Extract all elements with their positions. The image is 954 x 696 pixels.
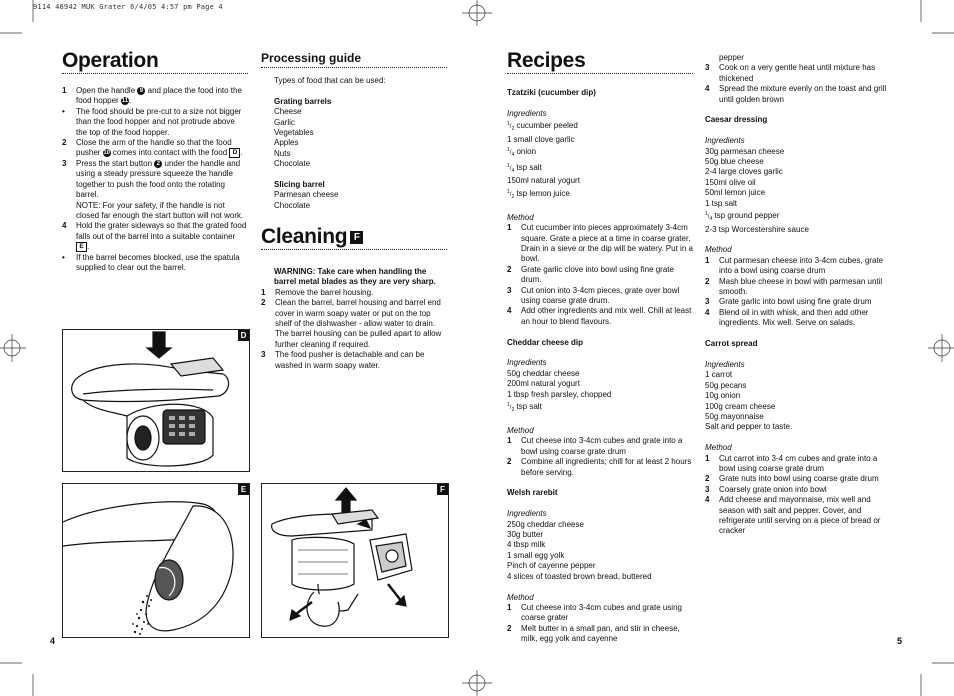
step-text-part: and place the food into the food hopper: [76, 86, 242, 106]
step-number: 4: [62, 221, 67, 231]
method-step: [705, 495, 891, 537]
step-text-part: Hold the grater sideways so that the grated food falls out of the barrel into a suitable container: [76, 221, 247, 241]
ingredient-item: 4 slices of toasted brown bread, buttered: [507, 571, 652, 581]
method-step: [705, 485, 891, 495]
step-text-part: under the handle and using a steady pressure squeeze the handle together to push the food onto the rotating barrel.: [76, 158, 241, 200]
step-number: 1: [507, 223, 512, 233]
figure-ref-badge: F: [350, 231, 363, 244]
step-number: 3: [705, 63, 710, 73]
method-step: [507, 436, 693, 457]
step-text: The food should be pre-cut to a size not bigger than the food hopper and not protrude above the top of the food hopper.: [76, 106, 242, 137]
ingredient-item: 30g butter: [507, 530, 544, 540]
fraction: $^1/_2$: [507, 188, 515, 200]
step-text: Melt butter in a small pan, and stir in cheese, milk, egg yolk and cayenne: [521, 623, 680, 644]
figure-e-label: E: [238, 484, 249, 495]
slicing-item: Chocolate: [274, 200, 311, 210]
step-text: Cut parmesan cheese into 3-4cm cubes, grate into a bowl using coarse drum: [719, 255, 884, 276]
step-text: Grate nuts into bowl using coarse grate drum: [719, 474, 879, 484]
step-text-part: Close the arm of the handle so that the food pusher: [76, 138, 232, 158]
method-label: Method: [507, 592, 534, 602]
method-step: [507, 624, 693, 645]
step-text: Coarsely grate onion into bowl: [719, 484, 827, 494]
step-number: 2: [507, 457, 512, 467]
figure-f: [261, 483, 449, 638]
page-number-left: 4: [50, 636, 56, 646]
ingredient-item: 50ml lemon juice: [705, 188, 766, 198]
step-text: Cut cheese into 3-4cm cubes and grate into a bowl using coarse grate drum: [521, 436, 683, 456]
step-text: pepper: [719, 53, 744, 62]
step-text: [76, 138, 248, 159]
step-number: •: [62, 252, 65, 262]
grater-disassembly-illustration: [262, 484, 448, 637]
step-text: Add cheese and mayonnaise, mix well and season with salt and pepper. Cover, and refrigerate until serving on a piece of bread or cracker: [719, 495, 881, 536]
figure-e: [62, 483, 250, 638]
step-text: Spread the mixture evenly on the toast and grill until golden brown: [719, 84, 887, 104]
step-number: 2: [507, 264, 512, 274]
method-step: [705, 308, 891, 329]
operation-step: [62, 221, 248, 252]
fraction: $^1/_2$: [507, 121, 515, 133]
step-text: [76, 159, 248, 201]
ingredient-item: 150ml natural yogurt: [507, 176, 580, 186]
step-text: NOTE: For your safety, if the handle is not closed far enough the start button will not work.: [76, 200, 244, 220]
step-number: 3: [62, 158, 67, 168]
ingredients-label: Ingredients: [507, 509, 547, 519]
registration-mark-left: [0, 334, 26, 362]
figure-ref-badge: E: [76, 242, 87, 252]
ingredient-item: $^1/_4$ tsp salt: [507, 162, 542, 174]
operation-heading: Operation: [62, 50, 248, 74]
ingredients-label: Ingredients: [705, 359, 745, 369]
step-text: Cut cucumber into pieces approximately 3-4cm square. Grate a piece at a time in coarse grater. Drain in a sieve or the dip will be watery. Put in a bowl.: [521, 223, 693, 264]
method-label: Method: [705, 443, 732, 453]
cleaning-step: [261, 288, 447, 298]
step-text: Blend oil in with whisk, and then add other ingredients. Mix well. Serve on salads.: [719, 307, 869, 328]
step-number: 4: [507, 306, 512, 316]
ingredient-item: 200ml natural yogurt: [507, 379, 580, 389]
processing-guide-section: [261, 52, 447, 211]
grating-item: Vegetables: [274, 128, 314, 138]
ingredient-item: 100g cream cheese: [705, 401, 776, 411]
registration-mark-right: [928, 334, 954, 362]
recipe-title-carrot: Carrot spread: [705, 339, 758, 349]
cleaning-steps: [261, 288, 447, 371]
ingredient-item: 10g onion: [705, 391, 741, 401]
recipes-heading: Recipes: [507, 50, 693, 74]
recipe-title-welsh: Welsh rarebit: [507, 488, 558, 498]
step-number: [705, 53, 719, 63]
step-number: 2: [705, 276, 710, 286]
operation-step: [62, 201, 248, 222]
ingredients-label: Ingredients: [705, 136, 745, 146]
method-label: Method: [507, 426, 534, 436]
ingredient-item: 50g blue cheese: [705, 157, 764, 167]
step-text: Add other ingredients and mix well. Chill at least an hour to blend flavours.: [521, 306, 692, 326]
ingredient-item: 50g cheddar cheese: [507, 368, 580, 378]
grating-barrels-heading: Grating barrels: [274, 96, 332, 106]
step-text: Mash blue cheese in bowl with parmesan until smooth.: [719, 276, 883, 297]
ingredient-item: 1 carrot: [705, 370, 733, 380]
ingredient-item: Pinch of cayenne pepper: [507, 561, 596, 571]
grater-closing-illustration: [63, 330, 249, 471]
slicing-barrel-heading: Slicing barrel: [274, 180, 325, 190]
figure-ref-badge: D: [229, 148, 240, 158]
registration-mark-top: [462, 0, 492, 26]
step-number: 1: [261, 287, 266, 297]
grating-item: Nuts: [274, 148, 291, 158]
step-number: •: [62, 106, 65, 116]
method-label: Method: [705, 245, 732, 255]
operation-step: [62, 107, 248, 138]
step-number: 3: [507, 285, 512, 295]
step-text: Cut onion into 3-4cm pieces, grate over bowl using coarse grate drum.: [521, 285, 680, 306]
operation-step: [62, 86, 248, 107]
fraction: $^1/_4$: [507, 162, 515, 174]
step-text-part: .: [128, 96, 132, 106]
step-text: If the barrel becomes blocked, use the spatula supplied to clear out the barrel.: [76, 252, 240, 273]
recipe-title-tzatziki: Tzatziki (cucumber dip): [507, 88, 596, 97]
step-text: Combine all ingredients; chill for at least 2 hours before serving.: [521, 457, 692, 477]
registration-mark-bottom: [462, 670, 492, 696]
method-step: [705, 474, 891, 484]
operation-section: [62, 50, 248, 274]
method-step: [705, 297, 891, 307]
down-arrow-icon: [147, 332, 171, 358]
method-label: Method: [507, 212, 534, 222]
method-step: [507, 286, 693, 307]
figure-f-label: F: [437, 484, 448, 495]
method-step: [705, 63, 891, 84]
part-number-badge: 9: [137, 87, 145, 95]
method-step: [507, 306, 693, 327]
step-number: [62, 201, 76, 222]
cleaning-warning: WARNING: Take care when handling the barrel metal blades as they are very sharp.: [274, 267, 436, 287]
ingredient-item: 2-4 large cloves garlic: [705, 167, 783, 177]
fraction: $^1/_2$: [507, 402, 515, 414]
step-text: The food pusher is detachable and can be washed in warm soapy water.: [275, 350, 425, 370]
ingredient-item: 250g cheddar cheese: [507, 519, 584, 529]
recipes-column-1: [507, 88, 693, 645]
ingredient-item: 1 tsp salt: [705, 198, 738, 208]
grating-item: Apples: [274, 138, 299, 148]
step-text-part: .: [240, 148, 243, 158]
ingredient-item: 30g parmesan cheese: [705, 146, 785, 156]
part-number-badge: 2: [154, 160, 162, 168]
step-text: [76, 86, 248, 107]
grater-sideways-illustration: [63, 484, 249, 637]
step-number: 4: [705, 307, 710, 317]
step-number: 1: [507, 436, 512, 446]
method-step: [507, 265, 693, 286]
step-number: 2: [705, 474, 710, 484]
step-text: Clean the barrel, barrel housing and barrel end cover in warm soapy water or put on the top shelf of the dishwasher - allow water to drain. The barrel housing can be pulled apart to allow further cleaning if required.: [275, 298, 442, 349]
cleaning-title: Cleaning: [261, 225, 348, 248]
step-text: Cut cheese into 3-4cm cubes and grate using coarse grater: [521, 602, 682, 623]
step-text: Grate garlic into bowl using fine grate drum: [719, 297, 872, 307]
grating-items: [274, 107, 447, 169]
step-number: 2: [62, 138, 67, 148]
slicing-item: Parmesan cheese: [274, 190, 339, 200]
step-number: 1: [62, 86, 67, 95]
ingredient-item: 4 tbsp milk: [507, 540, 546, 550]
ingredients-label: Ingredients: [507, 108, 547, 118]
up-arrow-icon: [336, 488, 356, 514]
step-number: 2: [261, 298, 266, 308]
operation-steps: [62, 86, 248, 274]
grating-item: Chocolate: [274, 159, 311, 169]
processing-guide-heading: Processing guide: [261, 52, 447, 68]
method-step: [705, 84, 891, 105]
cleaning-section: [261, 226, 447, 371]
grating-item: Garlic: [274, 117, 295, 127]
figure-d: [62, 329, 250, 472]
part-number-badge: 10: [103, 150, 111, 157]
ingredient-item: $^1/_4$ onion: [507, 147, 537, 159]
cleaning-heading: [261, 226, 447, 250]
recipe-title-caesar: Caesar dressing: [705, 115, 768, 125]
cleaning-step: [261, 350, 447, 371]
step-number: 4: [705, 495, 710, 505]
method-step: [507, 223, 693, 265]
step-number: 1: [507, 602, 512, 612]
step-text-part: comes into contact with the food: [110, 148, 230, 158]
figure-d-label: D: [238, 330, 249, 341]
ingredient-item: Salt and pepper to taste.: [705, 422, 793, 432]
print-slug: 9114 48942 MUK Grater 6/4/05 4:57 pm Page 4: [33, 3, 223, 11]
operation-step: [62, 159, 248, 201]
ingredients-label: Ingredients: [507, 358, 547, 368]
ingredient-item: 1 tbsp fresh parsley, chopped: [507, 389, 612, 399]
ingredient-item: 2-3 tsp Worcestershire sauce: [705, 224, 809, 234]
fraction: $^1/_4$: [507, 147, 515, 159]
method-step-continued: [705, 53, 891, 63]
recipes-section: [507, 50, 693, 645]
step-number: 3: [705, 484, 710, 494]
step-text-part: Open the handle: [76, 86, 138, 95]
step-number: 1: [705, 255, 710, 265]
ingredient-item: 1 small egg yolk: [507, 550, 565, 560]
step-number: 3: [705, 297, 710, 307]
step-text: Remove the barrel housing.: [275, 287, 374, 297]
part-number-badge: 11: [121, 98, 129, 105]
step-text: Cook on a very gentle heat until mixture has thickened: [719, 63, 876, 83]
method-step: [705, 277, 891, 298]
fraction: $^1/_4$: [705, 211, 713, 223]
ingredient-item: 50g mayonnaise: [705, 411, 764, 421]
operation-step: [62, 138, 248, 159]
recipes-column-2: [705, 53, 891, 537]
step-text: Grate garlic clove into bowl using fine grate drum.: [521, 264, 674, 285]
ingredient-item: 150ml olive oil: [705, 177, 756, 187]
grating-item: Cheese: [274, 107, 302, 117]
operation-step: [62, 253, 248, 274]
method-step: [507, 457, 693, 478]
step-text: Cut carrot into 3-4 cm cubes and grate into a bowl using coarse grate drum: [719, 453, 878, 473]
method-step: [705, 256, 891, 277]
step-number: 2: [507, 623, 512, 633]
recipe-title-cheddar: Cheddar cheese dip: [507, 337, 584, 347]
step-text: [76, 221, 248, 252]
step-number: 1: [705, 453, 710, 463]
step-number: 3: [261, 350, 266, 360]
processing-intro: Types of food that can be used:: [274, 76, 386, 85]
ingredient-item: $^1/_2$ tsp lemon juice: [507, 188, 570, 200]
ingredient-item: $^1/_2$ tsp salt: [507, 402, 542, 414]
ingredient-item: 50g pecans: [705, 380, 747, 390]
method-step: [507, 603, 693, 624]
ingredient-item: 1 small clove garlic: [507, 134, 575, 144]
ingredient-item: $^1/_4$ tsp ground pepper: [705, 211, 780, 223]
method-step: [705, 454, 891, 475]
step-text-part: .: [87, 242, 90, 252]
slicing-items: [274, 190, 447, 211]
ingredient-item: $^1/_2$ cucumber peeled: [507, 121, 578, 133]
page-number-right: 5: [897, 636, 903, 646]
cleaning-step: [261, 298, 447, 350]
step-text-part: Press the start button: [76, 158, 155, 168]
step-number: 4: [705, 84, 710, 94]
